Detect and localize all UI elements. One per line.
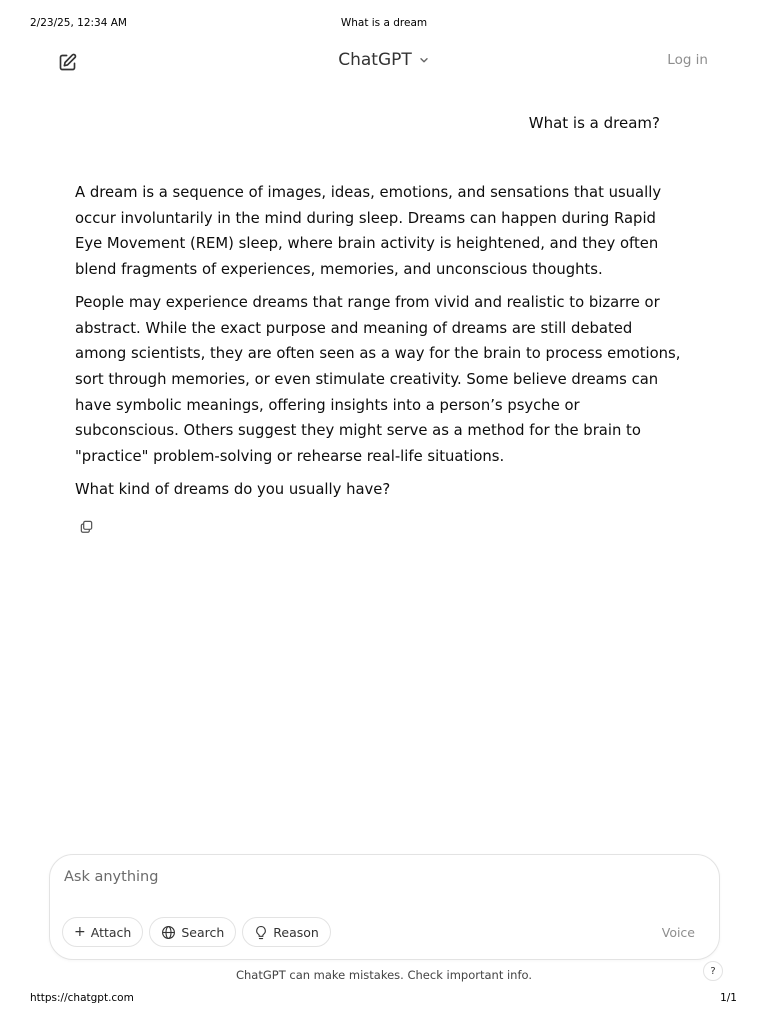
edit-pencil-icon	[57, 52, 78, 73]
print-url: https://chatgpt.com	[30, 992, 134, 1004]
assistant-paragraph: A dream is a sequence of images, ideas, emotions, and sensations that usually occur involuntarily in the mind during sleep. Dreams can happen during Rapid Eye Movement (REM) sleep, where brain activity is heightened, and they often blend fragments of experiences, memories, and unconscious thoughts.	[75, 184, 662, 279]
attach-button[interactable]	[62, 917, 143, 947]
model-switcher[interactable]	[338, 50, 430, 70]
prompt-input[interactable]	[64, 866, 624, 888]
composer-tools	[62, 917, 331, 947]
model-switcher-wrap	[0, 50, 768, 70]
user-message: What is a dream?	[528, 114, 660, 132]
disclaimer-text: ChatGPT can make mistakes. Check important info.	[235, 968, 533, 982]
composer	[49, 854, 720, 960]
attach-label: Attach	[90, 924, 132, 940]
copy-button[interactable]	[75, 515, 97, 537]
lightbulb-icon	[254, 925, 268, 940]
reason-button[interactable]	[242, 917, 331, 947]
help-button[interactable]: ?	[703, 961, 723, 981]
voice-button[interactable]: Voice	[661, 925, 695, 940]
print-page-title: What is a dream	[340, 17, 428, 29]
assistant-paragraph: What kind of dreams do you usually have?	[75, 480, 391, 498]
login-button[interactable]: Log in	[667, 52, 708, 68]
model-name: ChatGPT	[338, 50, 412, 70]
search-button[interactable]	[149, 917, 236, 947]
search-label: Search	[181, 924, 225, 940]
reason-label: Reason	[273, 924, 319, 940]
top-bar	[0, 44, 768, 80]
print-header	[0, 17, 768, 31]
copy-icon	[79, 519, 94, 534]
chevron-down-icon	[418, 54, 430, 66]
globe-icon	[161, 925, 176, 940]
print-page-number: 1/1	[720, 992, 737, 1004]
print-footer	[0, 992, 768, 1006]
print-datetime: 2/23/25, 12:34 AM	[30, 17, 127, 29]
plus-icon: +	[74, 924, 86, 940]
assistant-message	[75, 180, 685, 509]
assistant-paragraph: People may experience dreams that range from vivid and realistic to bizarre or abstract. While the exact purpose and meaning of dreams are still debated among scientists, they are often seen as a way for the brain to process emotions, sort through memories, or even stimulate creativity. Some believe dreams can have symbolic meanings, offering insights into a person’s psyche or subconscious. Others suggest they might serve as a method for the brain to "practice" problem-solving or rehearse real-life situations.	[75, 293, 681, 466]
new-chat-button[interactable]	[54, 50, 80, 74]
